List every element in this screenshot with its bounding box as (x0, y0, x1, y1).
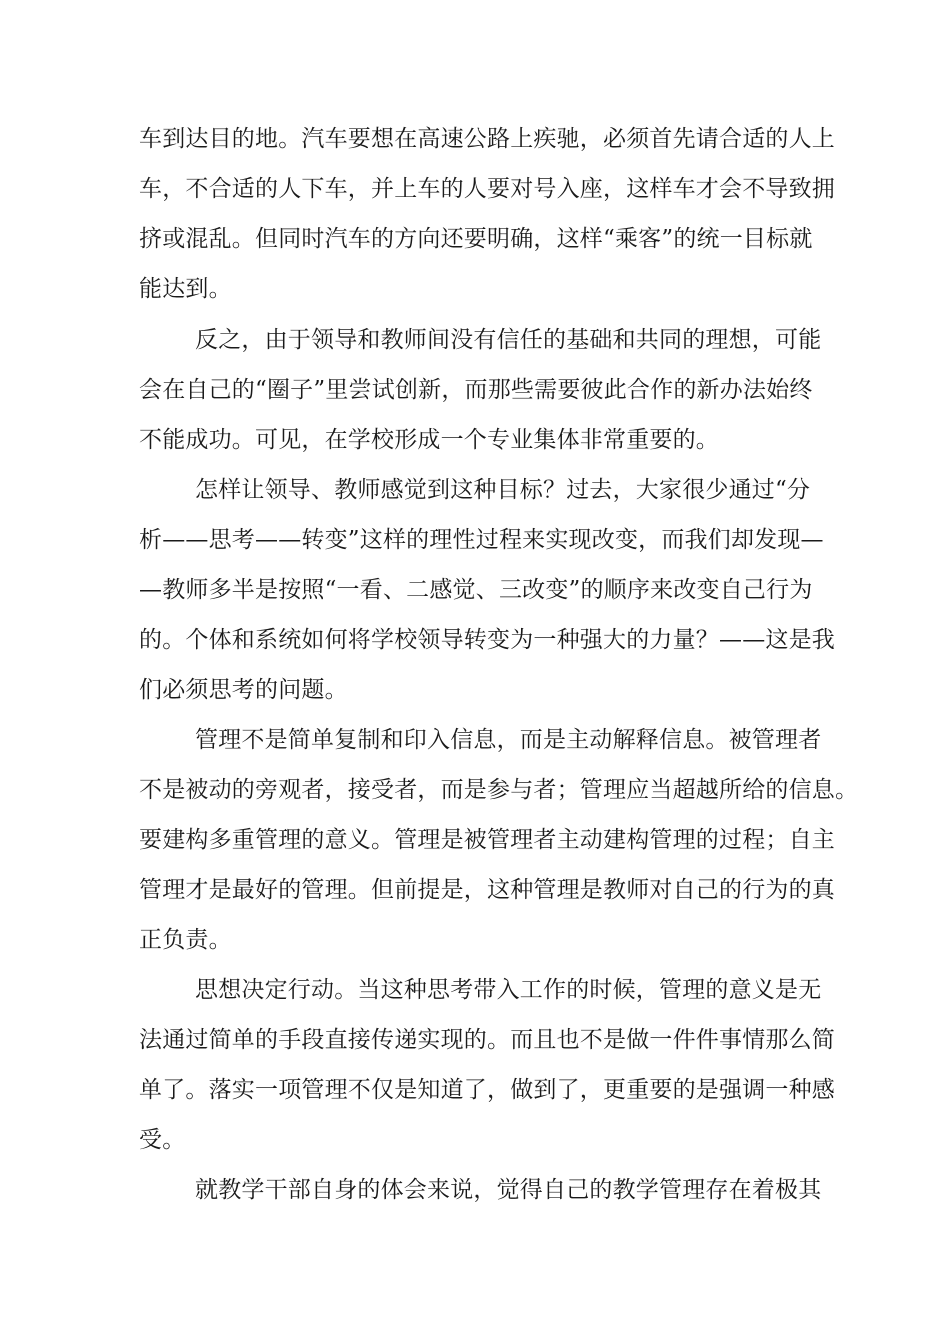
paragraph-first-line: 反之，由于领导和教师间没有信任的基础和共同的理想，可能 (195, 327, 822, 353)
paragraph-line: 的。个体和系统如何将学校领导转变为一种强大的力量？——这是我 (139, 627, 835, 653)
paragraph-line: 车到达目的地。汽车要想在高速公路上疾驰，必须首先请合适的人上 (139, 126, 835, 152)
paragraph-line: 不能成功。可见，在学校形成一个专业集体非常重要的。 (139, 427, 719, 453)
paragraph-line: 们必须思考的问题。 (139, 677, 348, 703)
paragraph-first-line: 就教学干部自身的体会来说，觉得自己的教学管理存在着极其 (195, 1177, 822, 1203)
paragraph-line: 受。 (139, 1127, 186, 1153)
paragraph-2 (139, 315, 822, 465)
paragraph-1 (139, 114, 835, 314)
paragraph-3 (139, 465, 835, 715)
paragraph-line: 能达到。 (139, 276, 232, 302)
paragraph-line: 车，不合适的人下车，并上车的人要对号入座，这样车才会不导致拥 (139, 176, 835, 202)
paragraph-line: 挤或混乱。但同时汽车的方向还要明确，这样“乘客”的统一目标就 (139, 226, 813, 252)
paragraph-first-line: 思想决定行动。当这种思考带入工作的时候，管理的意义是无 (195, 977, 822, 1003)
paragraph-line: 要建构多重管理的意义。管理是被管理者主动建构管理的过程；自主 (139, 827, 835, 853)
paragraph-line: 法通过简单的手段直接传递实现的。而且也不是做一件件事情那么简 (139, 1027, 835, 1053)
paragraph-line: —教师多半是按照“一看、二感觉、三改变”的顺序来改变自己行为 (139, 577, 813, 603)
paragraph-line: 析——思考——转变”这样的理性过程来实现改变，而我们却发现— (139, 527, 824, 553)
paragraph-line: 正负责。 (139, 927, 232, 953)
paragraph-line: 管理才是最好的管理。但前提是，这种管理是教师对自己的行为的真 (139, 877, 835, 903)
paragraph-line: 会在自己的“圈子”里尝试创新，而那些需要彼此合作的新办法始终 (139, 377, 813, 403)
paragraph-6 (139, 1165, 822, 1215)
paragraph-first-line: 怎样让领导、教师感觉到这种目标？过去，大家很少通过“分 (195, 477, 811, 503)
paragraph-line: 单了。落实一项管理不仅是知道了，做到了，更重要的是强调一种感 (139, 1077, 835, 1103)
paragraph-5 (139, 965, 835, 1165)
paragraph-line: 不是被动的旁观者，接受者，而是参与者；管理应当超越所给的信息。 (139, 777, 859, 803)
paragraph-first-line: 管理不是简单复制和印入信息，而是主动解释信息。被管理者 (195, 727, 822, 753)
paragraph-4 (139, 715, 859, 965)
